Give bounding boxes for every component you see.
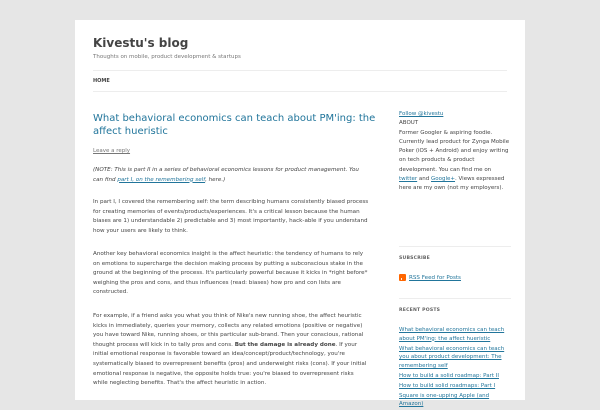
site-description: Thoughts on mobile, product development & startups xyxy=(93,54,241,60)
about-heading: ABOUT xyxy=(399,120,419,127)
about-text-after: . Views expressed here are my own (not my employers). xyxy=(399,176,505,192)
main-navigation xyxy=(93,70,507,92)
recent-post-item[interactable]: Square is one-upping Apple (and Amazon) xyxy=(399,392,490,408)
recent-post-item[interactable]: What behavioral economics can teach about PM'ing: the affect hueristic xyxy=(399,327,505,342)
page-container xyxy=(75,20,525,408)
sidebar-divider xyxy=(399,246,511,247)
recent-posts-list xyxy=(399,326,511,410)
paragraph-3-after: . If your initial emotional response is favorable toward an idea/concept/product/technology, you're systematically biased to overrepresent benefits (pros) and underweight risks (cons). If your initial emotional response is negative, the opposite holds true: you're biased to overrepresent risks while neglecting benefits. That's the affect heuristic in action. xyxy=(93,341,367,387)
nav-home-link[interactable]: HOME xyxy=(93,78,110,84)
paragraph-3-bold: But the damage is already done xyxy=(234,341,336,348)
post-title[interactable]: What behavioral economics can teach about PM'ing: the affect hueristic xyxy=(93,113,376,137)
subscribe-heading: SUBSCRIBE xyxy=(399,256,430,261)
rss-feed-label: RSS Feed for Posts xyxy=(409,274,461,281)
twitter-link[interactable]: twitter xyxy=(399,176,418,183)
about-and: and xyxy=(417,176,432,183)
recent-posts-heading: RECENT POSTS xyxy=(399,308,441,313)
rss-icon xyxy=(399,274,406,281)
sidebar-about xyxy=(399,110,511,194)
about-text-before: Former Googler & aspiring foodie. Currently lead product for Zynga Mobile Poker (iOS + Android) and enjoy writing on tech products & product development. You can find me on xyxy=(399,129,510,173)
note-text-before: (NOTE: This is part II in a series of behavioral economics lessons for product management. You can find xyxy=(93,167,359,183)
note-text-after: , here.) xyxy=(205,176,226,183)
post-paragraph-1: In part I, I covered the remembering self: the term describing humans consistently biased process for creating memories of events/products/experiences. It's a critical lesson because the human biases are 1) understandable 2) predictable and 3) most importantly, hack-able if you understand how your users are likely to think. xyxy=(93,199,369,234)
sidebar-divider xyxy=(399,298,511,299)
leave-reply-link[interactable]: Leave a reply xyxy=(93,148,131,154)
rss-feed-link[interactable] xyxy=(399,274,461,281)
post-paragraph-2: Another key behavioral economics insight is the affect heuristic: the tendency of humans to rely on emotions to supercharge the decision making process by putting a subconscious stake in the ground at the beginning of the process. It's particularly powerful because it kicks in *right before* weighing the pros and cons, and thus influences (read: biases) how pro and con lists are constructed. xyxy=(93,251,368,296)
recent-post-item[interactable]: How to build a solid roadmap: Part II xyxy=(399,372,499,379)
googleplus-link[interactable]: Google+ xyxy=(431,176,456,183)
paragraph-3-before: For example, if a friend asks you what you think of Nike's new running shoe, the affect heuristic kicks in immediately, queries your memory, collects any related emotions (positive or negative) you have toward Nike, running shoes, or this particular sub-brand. Then your conscious, rational thought process will kick in to tally pros and cons. xyxy=(93,313,364,348)
recent-post-item[interactable]: What behavioral economics can teach you about product development: The remembering self xyxy=(399,345,505,369)
follow-twitter-link[interactable]: Follow @kivestu xyxy=(399,111,444,117)
post-note xyxy=(93,166,369,185)
part-one-link[interactable]: part I, on the remembering self xyxy=(117,176,206,183)
recent-post-item[interactable]: How to build solid roadmaps: Part I xyxy=(399,382,496,389)
post-paragraph-3 xyxy=(93,312,369,389)
site-title[interactable]: Kivestu's blog xyxy=(93,36,189,50)
